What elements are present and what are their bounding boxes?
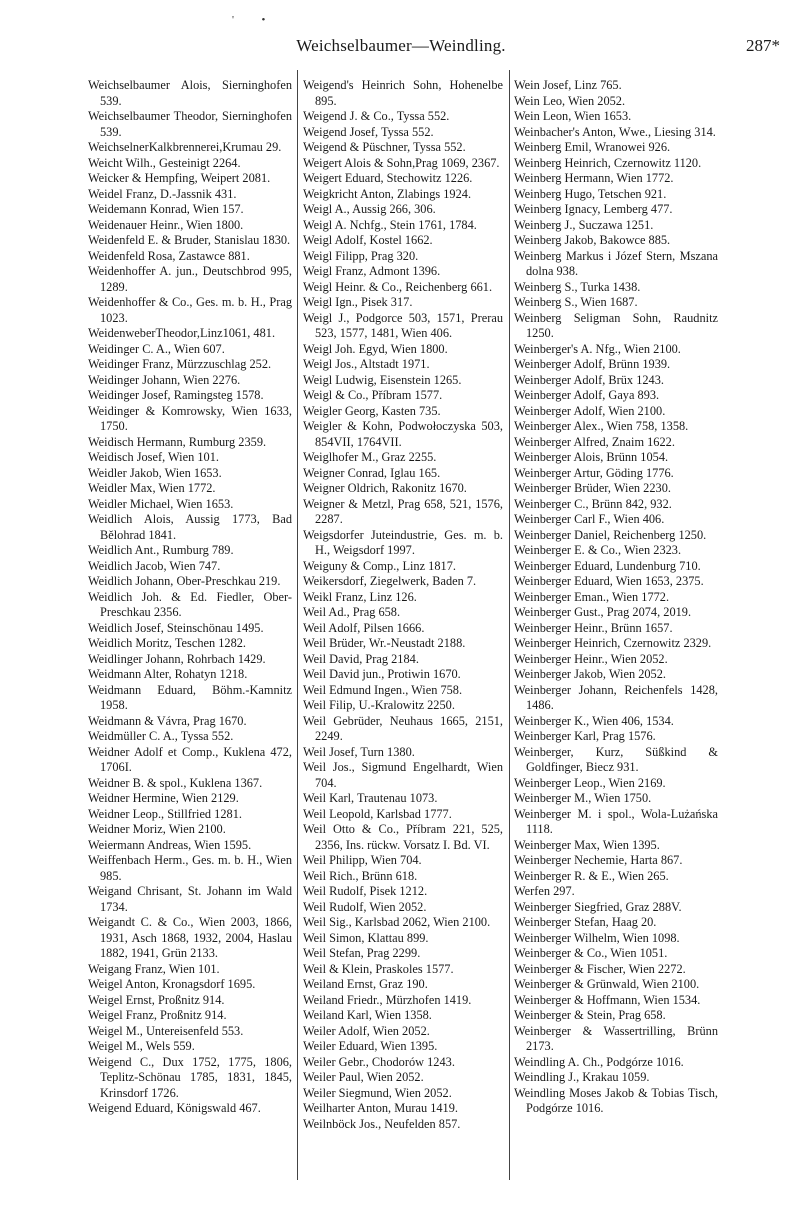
directory-entry: Weidlich Jacob, Wien 747. [88,558,221,573]
directory-entry: Weinberger Eduard, Wien 1653, 2375. [514,574,704,588]
directory-entry: Weil & Klein, Praskoles 1577. [303,961,454,976]
directory-entry: Weinberger & Fischer, Wien 2272. [514,961,686,976]
page-title: Weichselbaumer—Weindling. [296,36,506,55]
directory-entry: Weidlich Joh. & Ed. Fiedler, Ober-Preschkau 2356. [88,589,292,619]
directory-entry: Weinberger & Co., Wien 1051. [514,946,668,960]
directory-entry: Weigert Eduard, Stechowitz 1226. [303,171,473,185]
directory-entry: Weidner Adolf et Comp., Kuklena 472, 1706I. [88,744,292,774]
directory-entry: Weigert Alois & Sohn,Prag 1069, 2367. [303,155,500,170]
directory-entry: Weinberger Wilhelm, Wien 1098. [514,930,680,945]
directory-entry: Weinberg J., Suczawa 1251. [514,217,654,232]
directory-entry: Weigel Franz, Proßnitz 914. [88,1008,227,1022]
directory-entry: Weil Otto & Co., Příbram 221, 525, 2356, Ins. rückw. Vorsatz I. Bd. VI. [303,822,503,852]
directory-entry: Weidmann Eduard, Böhm.-Kamnitz 1958. [88,682,292,712]
directory-entry: Weidenhoffer A. jun., Deutschbrod 995, 1289. [88,264,292,294]
directory-entry: Weichselbaumer Theodor, Sierninghofen 539. [88,109,292,139]
directory-entry: Weiland Friedr., Mürzhofen 1419. [303,992,472,1007]
column-2 [303,78,503,1132]
directory-entry: Weidlinger Johann, Rohrbach 1429. [88,651,266,666]
directory-entry: Weidlich Johann, Ober-Preschkau 219. [88,574,281,588]
directory-entry: Weiermann Andreas, Wien 1595. [88,837,252,852]
directory-entry: Weil Stefan, Prag 2299. [303,946,421,960]
directory-entry: Weiland Karl, Wien 1358. [303,1008,432,1022]
directory-entry: Weinberger Heinrich, Czernowitz 2329. [514,636,712,650]
directory-entry: WeidenweberTheodor,Linz1061, 481. [88,326,276,340]
directory-entry: Weindling Moses Jakob & Tobias Tisch, Podgórze 1016. [514,1085,718,1115]
directory-entry: Weinberger Alois, Brünn 1054. [514,450,669,464]
directory-entry: Weinberger, Kurz, Süßkind & Goldfinger, Biecz 931. [514,744,718,774]
column-3 [514,78,718,1117]
directory-entry: Weicker & Hempfing, Weipert 2081. [88,171,271,185]
directory-entry: Weigend C., Dux 1752, 1775, 1806, Teplitz-Schönau 1785, 1831, 1845, Krinsdorf 1726. [88,1054,292,1100]
directory-entry: Weidel Franz, D.-Jassnik 431. [88,186,237,201]
directory-entry: Weilharter Anton, Murau 1419. [303,1101,458,1115]
directory-entry: Weiguny & Comp., Linz 1817. [303,558,456,573]
directory-entry: Weidmann & Vávra, Prag 1670. [88,713,247,728]
directory-entry: Weidenfeld E. & Bruder, Stanislau 1830. [88,233,291,247]
directory-entry: Weiler Siegmund, Wien 2052. [303,1085,452,1100]
directory-entry: Weil Josef, Turn 1380. [303,744,415,759]
directory-entry: Weigend's Heinrich Sohn, Hohenelbe 895. [303,78,503,108]
directory-entry: Weigel M., Untereisenfeld 553. [88,1023,244,1038]
directory-entry: Weigand Chrisant, St. Johann im Wald 1734. [88,884,292,914]
directory-entry: Weinberg Emil, Wranowei 926. [514,140,671,154]
directory-entry: Weinberg Seligman Sohn, Raudnitz 1250. [514,310,718,340]
directory-entry: Weigl A., Aussig 266, 306. [303,202,436,216]
directory-entry: Weinberger Karl, Prag 1576. [514,729,656,743]
directory-entry: Weinberger Eman., Wien 1772. [514,589,670,604]
directory-entry: Weinberger M., Wien 1750. [514,791,652,805]
directory-entry: Weidinger Franz, Mürzzuschlag 252. [88,357,272,371]
directory-entry: Weigang Franz, Wien 101. [88,961,220,976]
directory-entry: Weiland Ernst, Graz 190. [303,977,428,991]
directory-entry: Weil Ad., Prag 658. [303,605,401,619]
directory-entry: Weidlich Ant., Rumburg 789. [88,543,234,557]
directory-entry: Weinberger Nechemie, Harta 867. [514,853,683,867]
directory-entry: Weidemann Konrad, Wien 157. [88,202,244,216]
directory-entry: Weigkricht Anton, Zlabings 1924. [303,186,472,201]
directory-entry: Weigl Adolf, Kostel 1662. [303,233,433,247]
directory-entry: Weinberger Artur, Göding 1776. [514,465,674,480]
directory-entry: Weiler Eduard, Wien 1395. [303,1039,438,1053]
directory-entry: Weidlich Alois, Aussig 1773, Bad Bělohrad 1841. [88,512,292,542]
directory-entry: Weinberger Adolf, Gaya 893. [514,388,660,402]
directory-entry: Weigandt C. & Co., Wien 2003, 1866, 1931, Asch 1868, 1932, 2004, Haslau 1882, 1941, Grün 2133. [88,915,292,960]
directory-entry: Weinberger M. i spol., Wola-Lużańska 1118. [514,806,718,836]
directory-entry: Weigl Ludwig, Eisenstein 1265. [303,372,462,387]
directory-entry: Weidlich Moritz, Teschen 1282. [88,636,247,650]
directory-entry: Weikl Franz, Linz 126. [303,589,417,604]
directory-entry: Weinberger & Stein, Prag 658. [514,1008,666,1022]
column-rule [297,70,298,1180]
directory-entry: Weil Rich., Brünn 618. [303,868,418,883]
directory-entry: Weinberger Max, Wien 1395. [514,837,660,852]
directory-entry: Weigel Anton, Kronagsdorf 1695. [88,977,256,991]
directory-entry: Weidner B. & spol., Kuklena 1367. [88,775,263,790]
directory-entry: Weinberger Alfred, Znaim 1622. [514,434,675,449]
directory-entry: Weinbacher's Anton, Wwe., Liesing 314. [514,124,716,139]
directory-entry: Weigner Oldrich, Rakonitz 1670. [303,481,467,495]
directory-entry: Weigel M., Wels 559. [88,1039,195,1053]
directory-entry: Weinberger Heinr., Brünn 1657. [514,620,673,635]
directory-entry: Weinberger & Grünwald, Wien 2100. [514,977,700,991]
directory-entry: Weigl Heinr. & Co., Reichenberg 661. [303,279,493,294]
directory-entry: Weinberger Stefan, Haag 20. [514,915,657,929]
directory-entry: Weidinger & Komrowsky, Wien 1633, 1750. [88,403,292,433]
directory-entry: Weidner Hermine, Wien 2129. [88,791,239,805]
directory-entry: Weil Philipp, Wien 704. [303,853,422,867]
directory-entry: Weindling J., Krakau 1059. [514,1070,650,1084]
directory-entry: Weil Jos., Sigmund Engelhardt, Wien 704. [303,760,503,790]
directory-entry: Weigend & Püschner, Tyssa 552. [303,140,466,154]
directory-entry: Weil Sig., Karlsbad 2062, Wien 2100. [303,915,491,929]
directory-entry: Weinberg S., Wien 1687. [514,295,638,309]
directory-entry: Weigl A. Nchfg., Stein 1761, 1784. [303,217,477,232]
directory-entry: Weinberger Adolf, Brünn 1939. [514,357,671,371]
directory-entry: Weidenfeld Rosa, Zastawce 881. [88,248,250,263]
directory-entry: Weinberger Heinr., Wien 2052. [514,651,668,666]
directory-entry: Weil Simon, Klattau 899. [303,930,429,945]
directory-entry: Weinberger Leop., Wien 2169. [514,775,666,790]
directory-entry: Weigler & Kohn, Podwołoczyska 503, 854VII, 1764VII. [303,419,503,449]
directory-entry: Weil Rudolf, Pisek 1212. [303,884,428,898]
directory-entry: Weiler Adolf, Wien 2052. [303,1023,430,1038]
directory-entry: Weichselbaumer Alois, Sierninghofen 539. [88,78,292,108]
directory-entry: Weicht Wilh., Gesteinigt 2264. [88,155,241,170]
print-mark: ' • [232,14,266,26]
directory-entry: Weigner & Metzl, Prag 658, 521, 1576, 2287. [303,496,503,526]
directory-entry: Weil Adolf, Pilsen 1666. [303,620,425,635]
directory-entry: Weigler Georg, Kasten 735. [303,403,441,418]
directory-entry: Weiglhofer M., Graz 2255. [303,450,437,464]
directory-entry: Weil Rudolf, Wien 2052. [303,899,427,914]
directory-entry: Weidinger C. A., Wien 607. [88,341,225,356]
directory-entry: Weilnböck Jos., Neufelden 857. [303,1116,461,1131]
directory-entry: Weinberger E. & Co., Wien 2323. [514,543,682,557]
directory-entry: Weinberger Gust., Prag 2074, 2019. [514,605,692,619]
directory-entry: Weinberger Carl F., Wien 406. [514,512,665,526]
directory-entry: Weinberger Siegfried, Graz 288V. [514,899,682,914]
directory-entry: Weidlich Josef, Steinschönau 1495. [88,620,264,635]
directory-entry: Weinberg Jakob, Bakowce 885. [514,233,671,247]
directory-entry: Weidmüller C. A., Tyssa 552. [88,729,234,743]
directory-entry: Weinberg Hermann, Wien 1772. [514,171,674,185]
directory-entry: Weinberger Johann, Reichenfels 1428, 1486. [514,682,718,712]
directory-entry: Weigner Conrad, Iglau 165. [303,465,441,480]
column-1 [88,78,292,1117]
directory-entry: Weinberger Jakob, Wien 2052. [514,667,666,681]
directory-entry: Weinberger C., Brünn 842, 932. [514,496,672,511]
directory-entry: WeichselnerKalkbrennerei,Krumau 29. [88,140,282,154]
directory-entry: Weidenhoffer & Co., Ges. m. b. H., Prag 1023. [88,295,292,325]
directory-entry: Weiffenbach Herm., Ges. m. b. H., Wien 985. [88,853,292,883]
directory-entry: Weinberger Alex., Wien 758, 1358. [514,419,689,433]
directory-entry: Weinberger's A. Nfg., Wien 2100. [514,341,681,356]
directory-entry: Weigl & Co., Příbram 1577. [303,388,443,402]
page-number: 287* [746,36,780,55]
directory-entry: Weinberger Adolf, Brüx 1243. [514,372,664,387]
directory-entry: Werfen 297. [514,884,575,898]
directory-entry: Weil David jun., Protiwin 1670. [303,667,461,681]
directory-entry: Weil Gebrüder, Neuhaus 1665, 2151, 2249. [303,713,503,743]
directory-entry: Weil David, Prag 2184. [303,651,419,666]
directory-entry: Weil Karl, Trautenau 1073. [303,791,438,805]
directory-entry: Weidisch Hermann, Rumburg 2359. [88,434,267,449]
directory-entry: Weidner Leop., Stillfried 1281. [88,806,242,821]
directory-entry: Weinberger Brüder, Wien 2230. [514,481,671,495]
directory-entry: Weigl Franz, Admont 1396. [303,264,441,278]
directory-entry: Weinberg Hugo, Tetschen 921. [514,186,667,201]
directory-entry: Weidenauer Heinr., Wien 1800. [88,217,244,232]
directory-entry: Weigl Joh. Egyd, Wien 1800. [303,341,448,356]
directory-entry: Weidler Jakob, Wien 1653. [88,465,222,480]
directory-entry: Weinberg Ignacy, Lemberg 477. [514,202,673,216]
directory-entry: Weigl Ign., Pisek 317. [303,295,413,309]
directory-entry: Weidner Moriz, Wien 2100. [88,822,226,836]
directory-entry: Weinberger & Wassertrilling, Brünn 2173. [514,1023,718,1053]
directory-entry: Weinberger & Hoffmann, Wien 1534. [514,992,701,1007]
directory-entry: Weinberg S., Turka 1438. [514,279,641,294]
directory-entry: Weigl Jos., Altstadt 1971. [303,357,430,371]
directory-entry: Weinberg Markus i Józef Stern, Mszana dolna 938. [514,248,718,278]
directory-entry: Weidisch Josef, Wien 101. [88,450,219,464]
directory-entry: Weil Leopold, Karlsbad 1777. [303,806,452,821]
directory-entry: Weidinger Johann, Wien 2276. [88,372,241,387]
directory-entry: Weinberg Heinrich, Czernowitz 1120. [514,155,702,170]
directory-entry: Weikersdorf, Ziegelwerk, Baden 7. [303,574,477,588]
column-rule [509,70,510,1180]
directory-entry: Weidinger Josef, Ramingsteg 1578. [88,388,264,402]
directory-entry: Weiler Gebr., Chodorów 1243. [303,1054,455,1069]
directory-entry: Weigel Ernst, Proßnitz 914. [88,992,225,1007]
directory-entry: Wein Leon, Wien 1653. [514,109,632,123]
directory-entry: Weil Brüder, Wr.-Neustadt 2188. [303,636,466,650]
directory-entry: Weigend J. & Co., Tyssa 552. [303,109,450,123]
directory-entry: Weigl Filipp, Prag 320. [303,248,419,263]
directory-entry: Weidler Michael, Wien 1653. [88,496,234,511]
directory-entry: Weinberger K., Wien 406, 1534. [514,713,674,728]
directory-entry: Weindling A. Ch., Podgórze 1016. [514,1054,684,1069]
directory-entry: Weidmann Alter, Rohatyn 1218. [88,667,248,681]
directory-entry: Weinberger Daniel, Reichenberg 1250. [514,527,707,542]
directory-entry: Wein Leo, Wien 2052. [514,93,626,108]
directory-entry: Weinberger Adolf, Wien 2100. [514,403,666,418]
directory-entry: Weiler Paul, Wien 2052. [303,1070,424,1084]
directory-entry: Weil Edmund Ingen., Wien 758. [303,682,463,697]
directory-entry: Weinberger R. & E., Wien 265. [514,868,669,883]
directory-entry: Wein Josef, Linz 765. [514,78,622,92]
directory-entry: Weigsdorfer Juteindustrie, Ges. m. b. H., Weigsdorf 1997. [303,527,503,557]
directory-entry: Weidler Max, Wien 1772. [88,481,216,495]
directory-entry: Weinberger Eduard, Lundenburg 710. [514,558,701,573]
directory-entry: Weigend Josef, Tyssa 552. [303,124,434,139]
directory-entry: Weigl J., Podgorce 503, 1571, Prerau 523, 1577, 1481, Wien 406. [303,310,503,340]
directory-entry: Weil Filip, U.-Kralowitz 2250. [303,698,455,712]
directory-entry: Weigend Eduard, Königswald 467. [88,1101,261,1115]
